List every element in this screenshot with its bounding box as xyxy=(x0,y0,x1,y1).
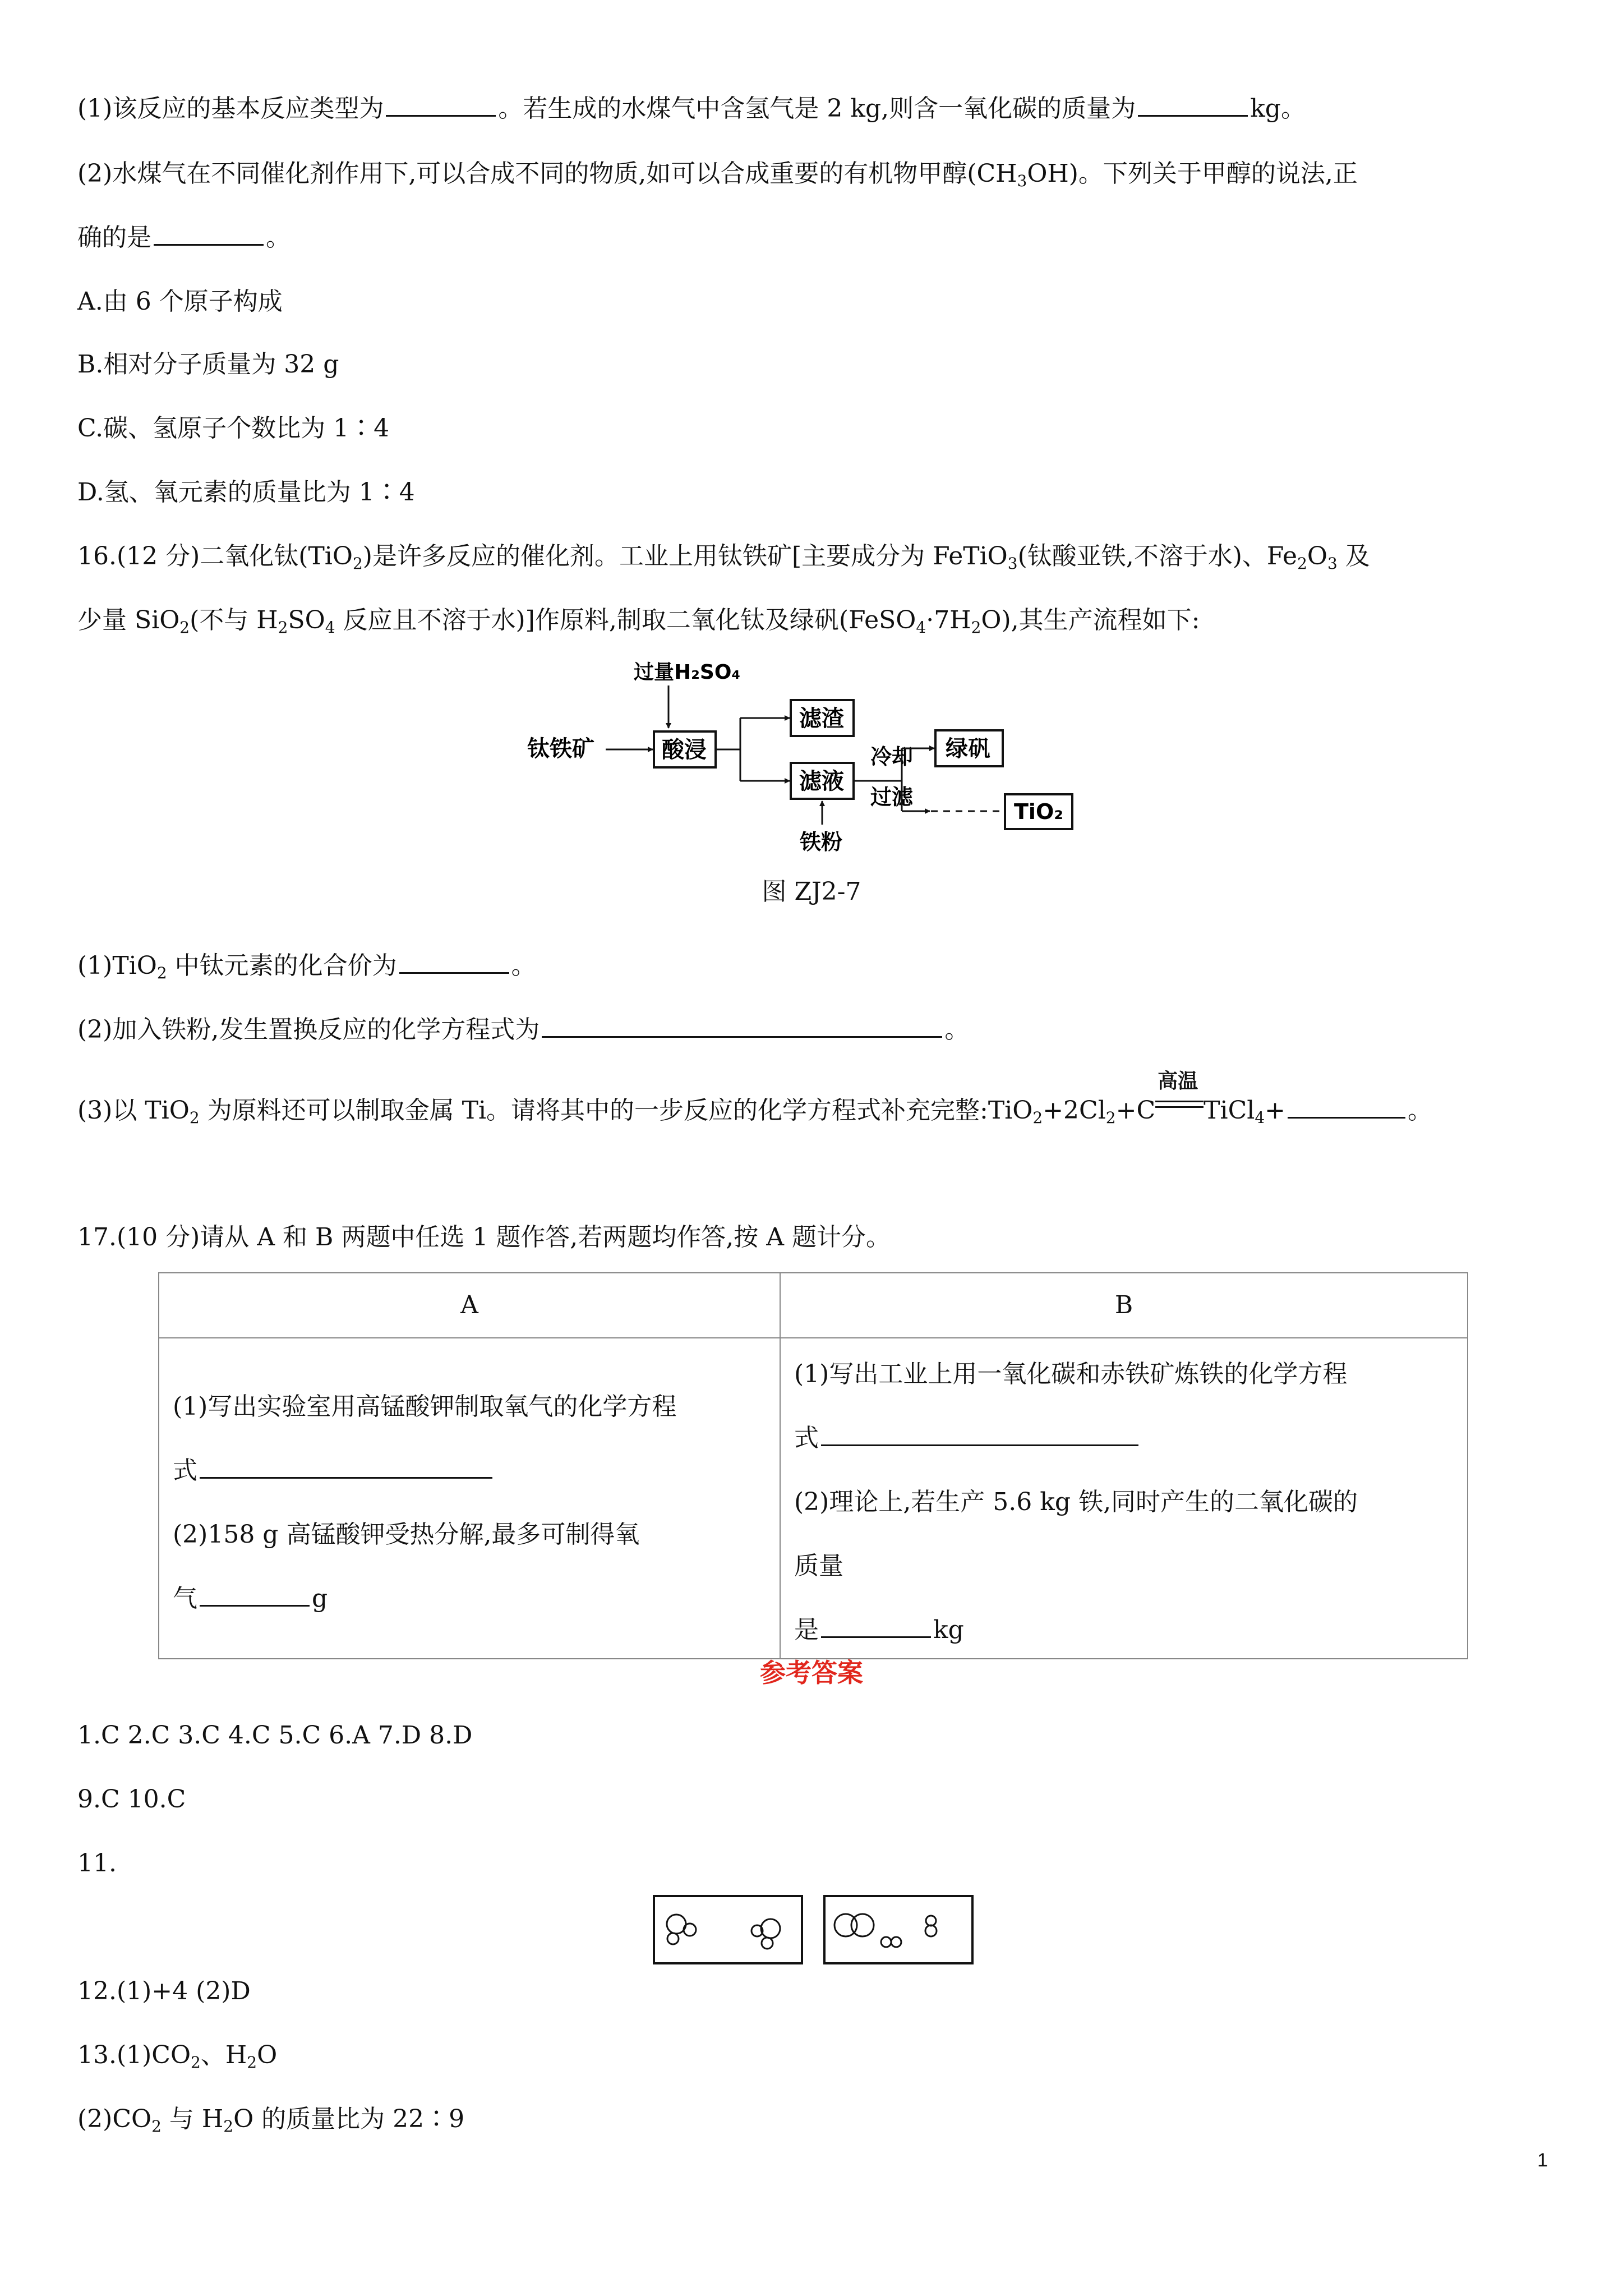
cool-label: 冷却 xyxy=(870,744,914,769)
option-a-cell: (1)写出实验室用高锰酸钾制取氧气的化学方程 式 (2)158 g 高锰酸钾受热分解,最多可制得氧 气 g xyxy=(159,1338,780,1659)
ore-label: 钛铁矿 xyxy=(527,736,594,762)
acid-label: 过量H₂SO₄ xyxy=(634,661,741,684)
acid-leach-label: 酸浸 xyxy=(662,737,707,763)
filter-label: 过滤 xyxy=(870,785,914,809)
answer-blank[interactable] xyxy=(1138,93,1248,117)
q15-part1: (1)该反应的基本反应类型为 。若生成的水煤气中含氢气是 2 kg,则含一氧化碳的质量为 kg。 xyxy=(77,92,1306,126)
a-oxygen-line: 气 g xyxy=(173,1582,328,1616)
answers-row-3: 11. xyxy=(77,1849,117,1878)
option-c: C.碳、氢原子个数比为 1∶4 xyxy=(77,414,390,443)
q16-sub1: (1)TiO$_2$ 中钛元素的化合价为 。 xyxy=(77,949,536,983)
answer-blank[interactable] xyxy=(200,1582,310,1607)
a-equation-line: 式 xyxy=(173,1454,495,1488)
filtrate-label: 滤液 xyxy=(799,769,844,794)
option-a: A.由 6 个原子构成 xyxy=(77,287,283,316)
tio2-label: TiO₂ xyxy=(1014,799,1063,824)
b-mass-line: 是 kg xyxy=(794,1613,964,1647)
atom-icon xyxy=(762,1938,773,1949)
table-header-b: B xyxy=(780,1273,1468,1338)
atom-icon xyxy=(926,1916,936,1926)
q16-intro-line1: 16.(12 分)二氧化钛(TiO$_2$)是许多反应的催化剂。工业上用钛铁矿[主要成分为 FeTiO$_3$(钛酸亚铁,不溶于水)、$Fe_2O_3$ 及 xyxy=(77,542,1370,573)
atom-icon xyxy=(891,1937,901,1947)
residue-label: 滤渣 xyxy=(799,706,844,731)
answers-row-5: $13.(1)CO_2$、$H_2O$ xyxy=(77,2041,278,2072)
option-d: D.氢、氧元素的质量比为 1∶4 xyxy=(77,478,415,507)
green-vitriol-label: 绿矾 xyxy=(946,736,990,762)
option-b: B.相对分子质量为 32 g xyxy=(77,350,339,379)
q16-sub2: (2)加入铁粉,发生置换反应的化学方程式为 。 xyxy=(77,1013,969,1047)
answers-row-2: 9.C 10.C xyxy=(77,1785,186,1814)
atom-icon xyxy=(667,1933,679,1944)
q15-part2-cont: 确的是 。 xyxy=(77,221,291,255)
q16-intro-line2: 少量 SiO$_2$(不与 $H_2SO_4$ 反应且不溶于水)]作原料,制取二氧化钛及绿矾$(FeSO_4\cdot 7H_2O)$,其生产流程如下: xyxy=(77,606,1200,637)
iron-powder-label: 铁粉 xyxy=(800,830,843,854)
atom-icon xyxy=(881,1937,891,1947)
answers-row-6: $(2)CO_2$ 与 $H_2O$ 的质量比为 22∶9 xyxy=(77,2105,465,2136)
production-flow-diagram xyxy=(527,656,1110,864)
atom-icon xyxy=(925,1925,937,1936)
q15-part2: (2)水煤气在不同催化剂作用下,可以合成不同的物质,如可以合成重要的有机物甲醇$(CH_3OH)$。下列关于甲醇的说法,正 xyxy=(77,159,1358,190)
atom-icon xyxy=(684,1924,696,1936)
q17-table xyxy=(158,1272,1468,1659)
answers-row-1: 1.C 2.C 3.C 4.C 5.C 6.A 7.D 8.D xyxy=(77,1721,473,1750)
table-header-a: A xyxy=(159,1273,780,1338)
reaction-condition: 高温 xyxy=(1155,1096,1204,1119)
answer-key-title: 参考答案 xyxy=(760,1658,863,1688)
figure-caption: 图 ZJ2-7 xyxy=(762,877,861,906)
molecule-icon xyxy=(761,1919,780,1938)
answer-blank[interactable] xyxy=(821,1422,1138,1446)
answer-box-right xyxy=(824,1896,972,1963)
answer-blank[interactable] xyxy=(821,1614,931,1638)
q17-intro: 17.(10 分)请从 A 和 B 两题中任选 1 题作答,若两题均作答,按 A 题计分。 xyxy=(77,1223,891,1251)
answer-blank[interactable] xyxy=(542,1014,942,1038)
page-number: 1 xyxy=(1537,2150,1548,2171)
molecule-icon xyxy=(851,1914,874,1936)
b-equation-line: 式 xyxy=(794,1421,1141,1455)
answer-blank[interactable] xyxy=(200,1455,492,1479)
molecule-answer-diagram xyxy=(651,1890,987,1969)
option-b-cell: (1)写出工业上用一氧化碳和赤铁矿炼铁的化学方程 式 (2)理论上,若生产 5.6 kg 铁,同时产生的二氧化碳的 质量 是 kg xyxy=(780,1338,1468,1659)
answer-blank[interactable] xyxy=(154,222,264,246)
answers-row-4: 12.(1)+4 (2)D xyxy=(77,1977,251,2005)
q16-sub3: (3)以 TiO$_2$ 为原料还可以制取金属 Ti。请将其中的一步反应的化学方程式补充完整$:TiO_2+2Cl_2+C$ 高温 TiCl$_4$+ 。 xyxy=(77,1070,1433,1127)
answer-blank[interactable] xyxy=(399,950,509,974)
answer-blank[interactable] xyxy=(386,93,496,117)
answer-blank[interactable] xyxy=(1288,1094,1405,1119)
